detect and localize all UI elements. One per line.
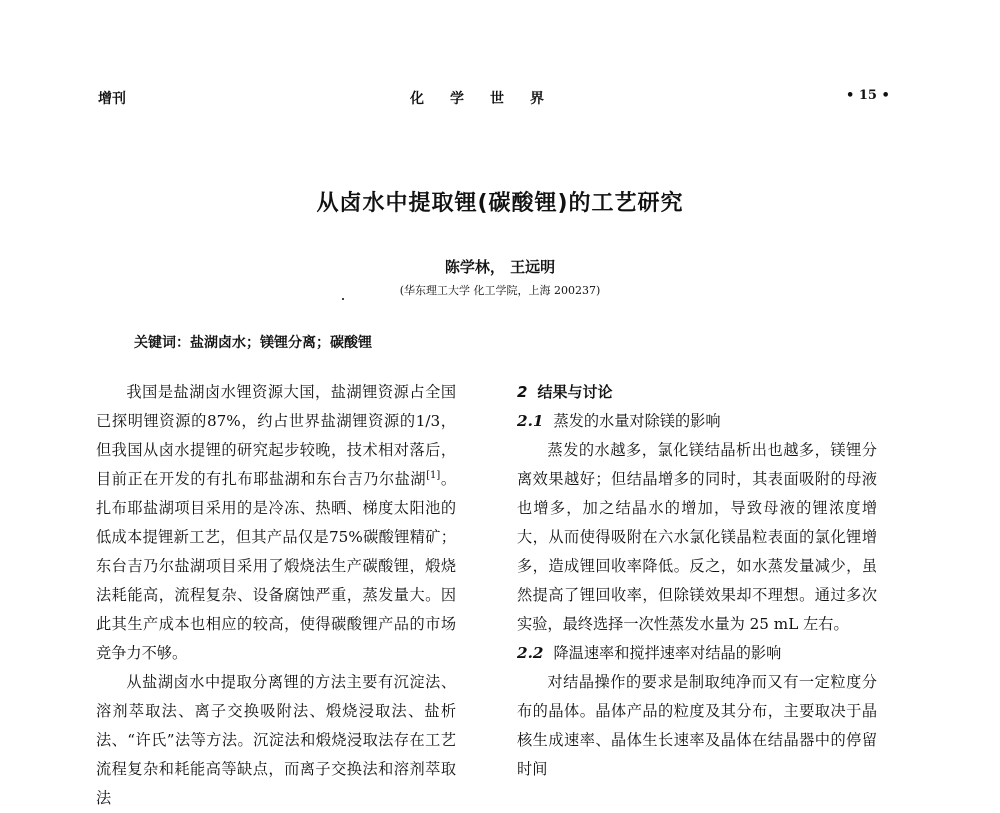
intro-text-a: 我国是盐湖卤水锂资源大国，盐湖锂资源占全国已探明锂资源的87%，约占世界盐湖锂资源的1/3，但我国从卤水提锂的研究起步较晚，技术相对落后，目前正在开发的有扎布耶盐湖和东台吉乃尔盐湖 bbox=[96, 383, 456, 488]
authors: 陈学林， 王远明 bbox=[444, 258, 556, 276]
paragraph-methods: 从盐湖卤水中提取分离锂的方法主要有沉淀法、溶剂萃取法、离子交换吸附法、煅烧浸取法、盐析法、“许氏”法等方法。沉淀法和煅烧浸取法存在工艺流程复杂和耗能高等缺点，而离子交换法和溶剂萃取法 bbox=[96, 673, 456, 807]
paragraph-intro bbox=[96, 378, 456, 668]
left-column bbox=[96, 378, 457, 807]
subsection-number-2: 2.2 bbox=[517, 644, 544, 662]
subsection-title-2: 降温速率和搅拌速率对结晶的影响 bbox=[553, 644, 782, 662]
header-journal-name: 化学世界 bbox=[410, 91, 570, 107]
section-number: 2 bbox=[517, 383, 528, 401]
paper-title: 从卤水中提取锂(碳酸锂)的工艺研究 bbox=[316, 191, 684, 216]
citation-ref: [1] bbox=[426, 469, 441, 481]
keywords-label: 关键词： bbox=[134, 335, 190, 351]
stray-dot bbox=[342, 298, 344, 300]
subsection-title-1: 蒸发的水量对除镁的影响 bbox=[553, 412, 721, 430]
subsection-heading-1 bbox=[517, 407, 877, 436]
affiliation: (华东理工大学 化工学院，上海 200237) bbox=[399, 284, 601, 297]
intro-text-b: 。扎布耶盐湖项目采用的是冷冻、热晒、梯度太阳池的低成本提锂新工艺，但其产品仅是75%碳酸锂精矿；东台吉乃尔盐湖项目采用了煅烧法生产碳酸锂，煅烧法耗能高，流程复杂、设备腐蚀严重，蒸发量大。因此其生产成本也相应的较高，使得碳酸锂产品的市场竞争力不够。 bbox=[96, 470, 457, 662]
section-heading bbox=[517, 378, 877, 407]
paragraph-crystallization: 对结晶操作的要求是制取纯净而又有一定粒度分布的晶体。晶体产品的粒度及其分布，主要取决于晶核生成速率、晶体生长速率及晶体在结晶器中的停留时间 bbox=[517, 673, 877, 778]
subsection-number-1: 2.1 bbox=[517, 412, 544, 430]
keywords bbox=[134, 332, 372, 352]
header-page-number: • 15 • bbox=[846, 88, 890, 103]
header-journal-section: 增刊 bbox=[98, 91, 126, 107]
section-title: 结果与讨论 bbox=[537, 383, 613, 401]
subsection-heading-2 bbox=[517, 639, 877, 668]
right-column bbox=[517, 378, 877, 778]
paragraph-evaporation: 蒸发的水越多，氯化镁结晶析出也越多，镁锂分离效果越好；但结晶增多的同时，其表面吸附的母液也增多，加之结晶水的增加，导致母液的锂浓度增大，从而使得吸附在六水氯化镁晶粒表面的氯化锂增多，造成锂回收率降低。反之，如水蒸发量减少，虽然提高了锂回收率，但除镁效果却不理想。通过多次实验，最终选择一次性蒸发水量为 25 mL 左右。 bbox=[517, 441, 877, 633]
keywords-value: 盐湖卤水；镁锂分离；碳酸锂 bbox=[190, 335, 372, 351]
